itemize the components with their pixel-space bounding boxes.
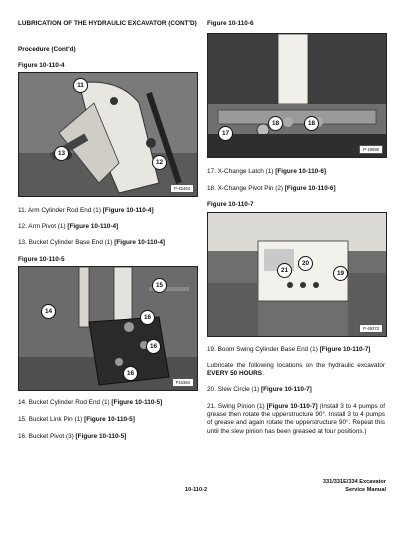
footer-manual: Service Manual: [345, 487, 386, 493]
lubrication-instruction: Lubricate the following locations on the hydraulic excavator EVERY 50 HOURS:: [207, 362, 385, 378]
figure-7-photo: [207, 212, 387, 337]
list-item-16: 16. Bucket Pivot (3) [Figure 10-110-5]: [18, 433, 127, 440]
figure-7-label: Figure 10-110-7: [207, 201, 254, 208]
callout-16-middle: 16: [146, 339, 161, 354]
page-number: 10-110-2: [185, 487, 208, 493]
figure-4-photo: [18, 72, 198, 197]
list-item-14: 14. Bucket Cylinder Rod End (1) [Figure 10-110-5]: [18, 399, 163, 406]
callout-18-left: 18: [268, 116, 283, 131]
callout-16-top: 16: [140, 310, 155, 325]
callout-20: 20: [298, 256, 313, 271]
list-item-11: 11. Arm Cylinder Rod End (1) [Figure 10-110-4]: [18, 207, 154, 214]
swing-pinion-illustration: [208, 213, 386, 336]
callout-19: 19: [333, 266, 348, 281]
callout-15: 15: [152, 278, 167, 293]
callout-11: 11: [73, 78, 88, 93]
list-item-20: 20. Slew Circle (1) [Figure 10-110-7]: [207, 386, 312, 393]
procedure-heading: Procedure (Cont'd): [18, 46, 76, 53]
list-item-19: 19. Boom Swing Cylinder Base End (1) [Figure 10-110-7]: [207, 346, 371, 353]
footer-models: 331/331E/334 Excavator: [322, 479, 386, 485]
figure-7-photo-id: P-49272: [359, 324, 383, 333]
list-item-13: 13. Bucket Cylinder Base End (1) [Figure 10-110-4]: [18, 239, 166, 246]
section-title: LUBRICATION OF THE HYDRAULIC EXCAVATOR (CONT'D): [18, 20, 197, 27]
list-item-17: 17. X-Change Latch (1) [Figure 10-110-6]: [207, 168, 327, 175]
figure-5-photo-id: P16384: [172, 378, 194, 387]
bucket-linkage-illustration: [19, 267, 197, 390]
callout-17: 17: [218, 126, 233, 141]
list-item-12: 12. Arm Pivot (1) [Figure 10-110-4]: [18, 223, 119, 230]
callout-18-right: 18: [304, 116, 319, 131]
list-item-15: 15. Bucket Link Pin (1) [Figure 10-110-5]: [18, 416, 135, 423]
callout-21: 21: [277, 263, 292, 278]
callout-14: 14: [41, 304, 56, 319]
callout-16-bottom: 16: [123, 366, 138, 381]
callout-13: 13: [54, 146, 69, 161]
figure-4-photo-id: P-42464: [170, 184, 194, 193]
figure-5-photo: [18, 266, 198, 391]
list-item-21: 21. Swing Pinion (1) [Figure 10-110-7] (Install 3 to 4 pumps of grease then rotate the upperstructure 90°. Install 3 to 4 pumps of grease and again rotate the upperstructure 90°. Repeat this until the slew pinion has been greased at four positions.): [207, 403, 385, 435]
excavator-arm-illustration: [19, 73, 197, 196]
callout-12: 12: [152, 155, 167, 170]
figure-6-photo: [207, 33, 387, 158]
figure-5-label: Figure 10-110-5: [18, 256, 65, 263]
figure-4-label: Figure 10-110-4: [18, 62, 65, 69]
figure-6-photo-id: P-19086: [359, 145, 383, 154]
figure-6-label: Figure 10-110-6: [207, 20, 254, 27]
list-item-18: 18. X-Change Pivot Pin (2) [Figure 10-110-6]: [207, 185, 336, 192]
x-change-latch-illustration: [208, 34, 386, 157]
